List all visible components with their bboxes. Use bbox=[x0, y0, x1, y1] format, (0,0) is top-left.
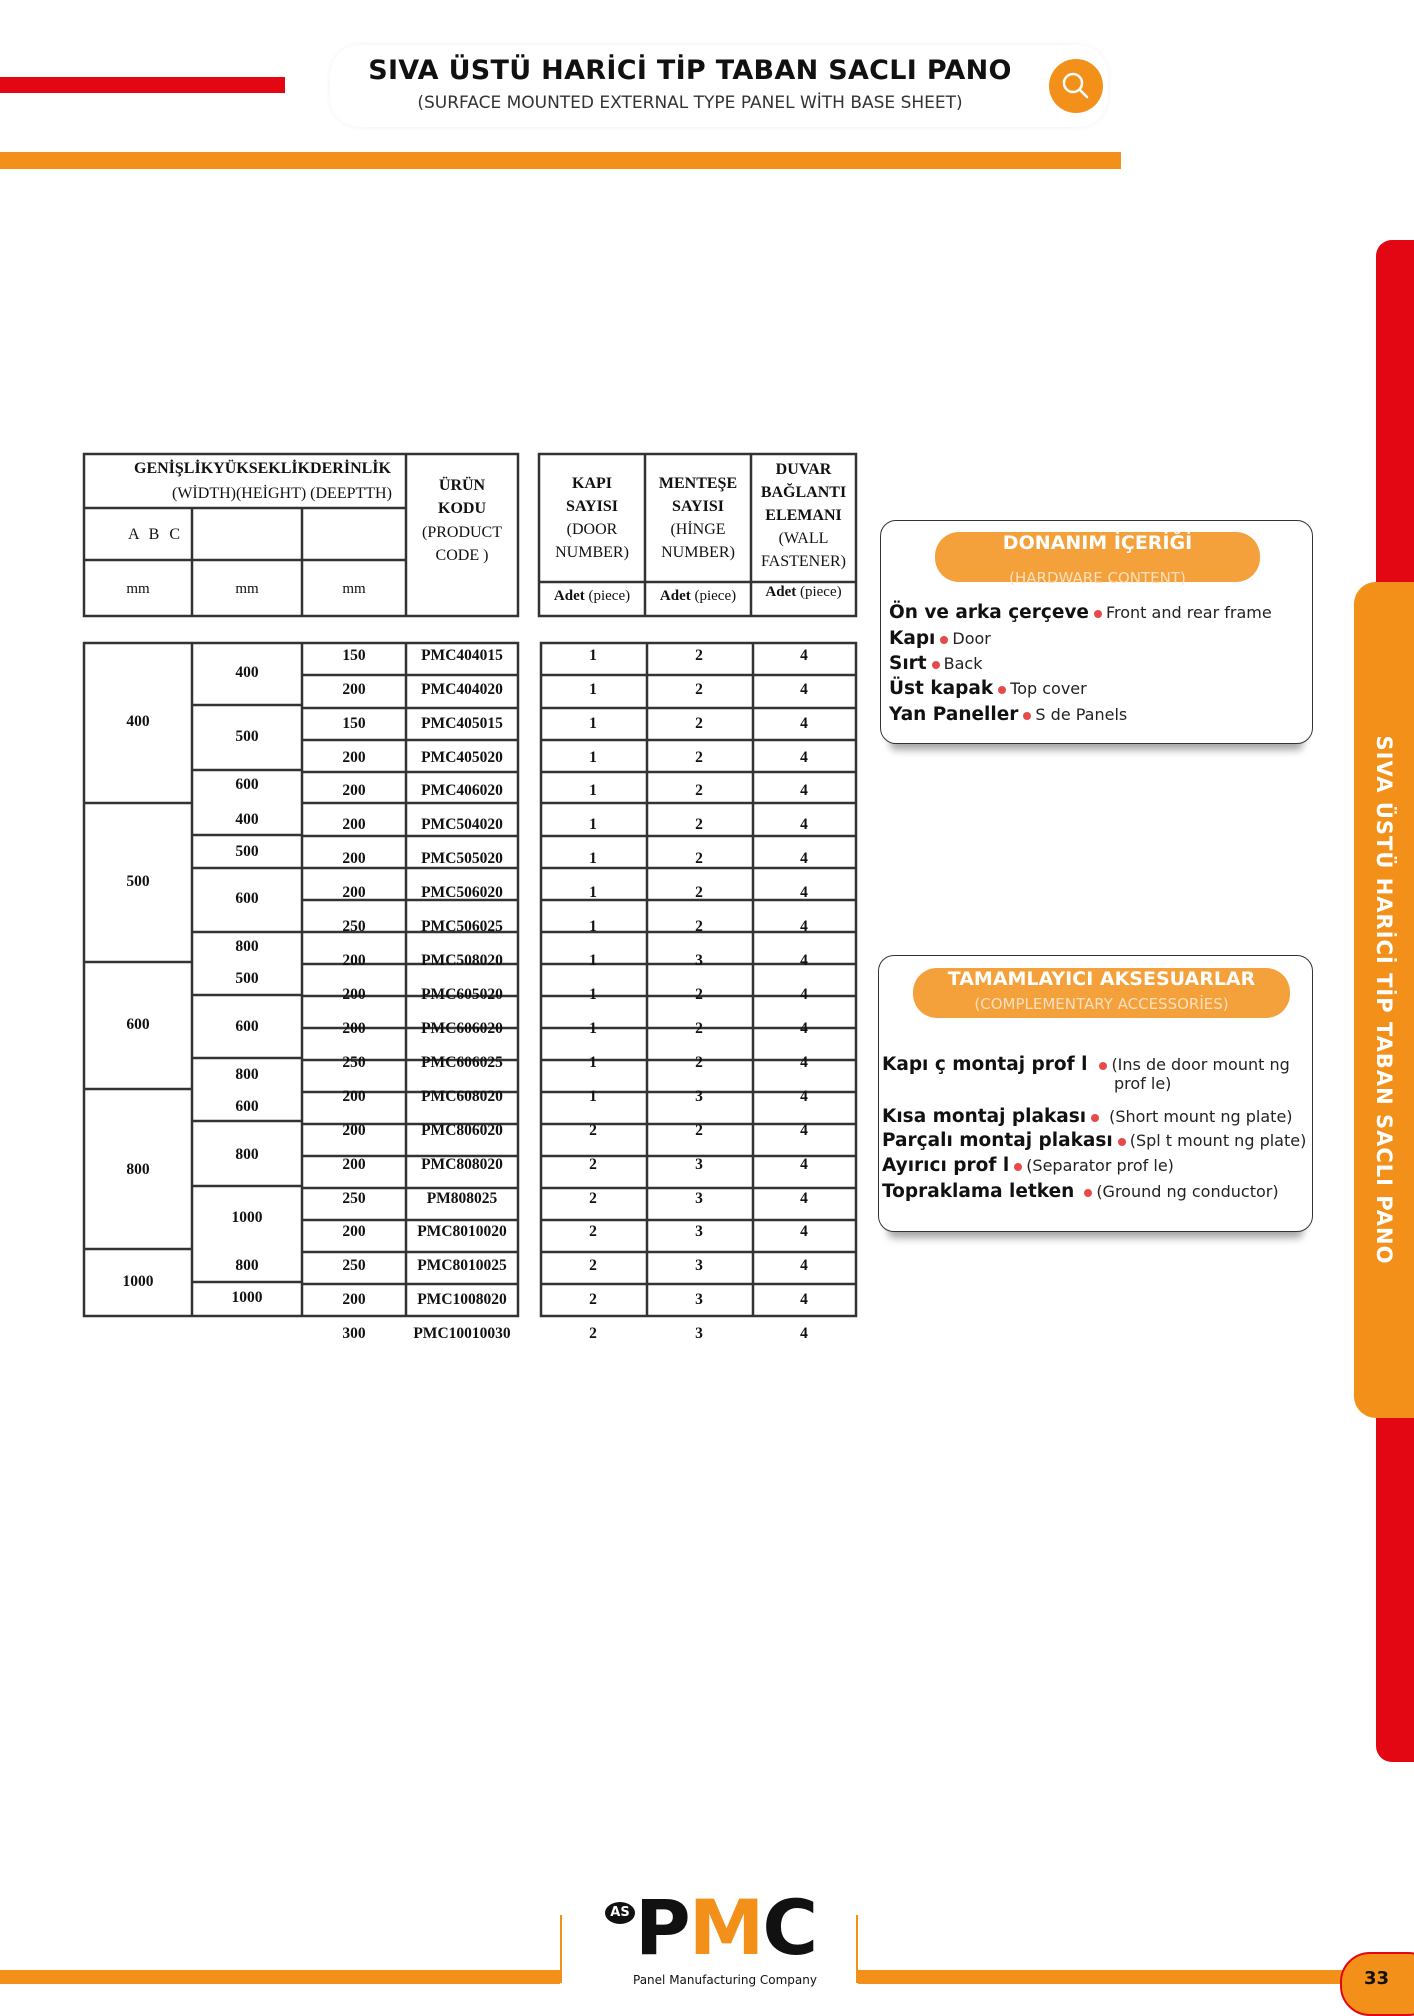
hinge-cell: 2 bbox=[695, 850, 703, 867]
code-cell: PMC808020 bbox=[421, 1156, 503, 1173]
hinge-cell: 2 bbox=[695, 782, 703, 799]
hinge-cell: 3 bbox=[695, 1223, 703, 1240]
width-cell: 400 bbox=[126, 713, 150, 730]
hinge-unit: Adet (piece) bbox=[659, 588, 737, 604]
hinge-cell: 2 bbox=[695, 1054, 703, 1071]
qty-table-frame bbox=[541, 643, 856, 1316]
hinge-cell: 2 bbox=[695, 681, 703, 698]
code-cell: PMC806020 bbox=[421, 1122, 503, 1139]
company-tagline: Panel Manufacturing Company bbox=[633, 1973, 817, 1987]
door-cell: 1 bbox=[589, 918, 597, 935]
accessory-item: Parçalı montaj plakası (Spl t mount ng plate) bbox=[882, 1130, 1307, 1151]
door-cell: 1 bbox=[589, 715, 597, 732]
wall-cell: 4 bbox=[800, 749, 808, 766]
height-cell: 600 bbox=[235, 776, 259, 793]
hinge-cell: 3 bbox=[695, 952, 703, 969]
height-cell: 800 bbox=[235, 938, 259, 955]
wall-cell: 4 bbox=[800, 1020, 808, 1037]
accessory-item: Topraklama letken (Ground ng conductor) bbox=[882, 1181, 1279, 1202]
door-header-4: NUMBER) bbox=[555, 544, 629, 561]
door-cell: 1 bbox=[589, 986, 597, 1003]
width-cell: 800 bbox=[126, 1161, 150, 1178]
abc-label: A B C bbox=[128, 526, 181, 543]
door-header-1: KAPI bbox=[572, 475, 612, 492]
depth-cell: 150 bbox=[342, 647, 366, 664]
height-cell: 500 bbox=[235, 970, 259, 987]
door-cell: 1 bbox=[589, 1088, 597, 1105]
height-cell: 800 bbox=[235, 1257, 259, 1274]
footer-divider-left bbox=[560, 1915, 562, 1983]
unit-b: mm bbox=[235, 581, 259, 597]
accessory-item: Kısa montaj plakası (Short mount ng plate) bbox=[882, 1106, 1293, 1127]
depth-cell: 200 bbox=[342, 1156, 366, 1173]
height-cell: 800 bbox=[235, 1066, 259, 1083]
hinge-cell: 3 bbox=[695, 1156, 703, 1173]
dim-header-title: GENİŞLİKYÜKSEKLİKDERİNLİK bbox=[134, 460, 391, 477]
door-cell: 1 bbox=[589, 850, 597, 867]
wall-cell: 4 bbox=[800, 1291, 808, 1308]
height-cell: 500 bbox=[235, 843, 259, 860]
hinge-cell: 3 bbox=[695, 1088, 703, 1105]
door-cell: 1 bbox=[589, 1054, 597, 1071]
side-tab-label: SIVA ÜSTÜ HARİCİ TİP TABAN SACLI PANO bbox=[1372, 735, 1396, 1265]
company-logo: PMC bbox=[635, 1883, 817, 1972]
door-cell: 1 bbox=[589, 782, 597, 799]
hinge-header-1: MENTEŞE bbox=[658, 475, 738, 492]
door-cell: 2 bbox=[589, 1257, 597, 1274]
door-header-3: (DOOR bbox=[566, 521, 618, 538]
depth-cell: 200 bbox=[342, 681, 366, 698]
accessory-item: Kapı ç montaj prof l (Ins de door mount ng bbox=[882, 1054, 1290, 1075]
height-cell: 600 bbox=[235, 890, 259, 907]
door-cell: 1 bbox=[589, 647, 597, 664]
page-title: SIVA ÜSTÜ HARİCİ TİP TABAN SACLI PANO bbox=[368, 55, 1012, 86]
code-cell: PMC406020 bbox=[421, 782, 503, 799]
width-cell: 500 bbox=[126, 873, 150, 890]
code-cell: PMC605020 bbox=[421, 986, 503, 1003]
unit-a: mm bbox=[126, 581, 150, 597]
code-cell: PMC404015 bbox=[421, 647, 503, 664]
code-cell: PMC405020 bbox=[421, 749, 503, 766]
hinge-cell: 2 bbox=[695, 1122, 703, 1139]
wall-cell: 4 bbox=[800, 1223, 808, 1240]
door-cell: 2 bbox=[589, 1156, 597, 1173]
depth-cell: 200 bbox=[342, 850, 366, 867]
depth-cell: 200 bbox=[342, 1223, 366, 1240]
code-cell: PMC508020 bbox=[421, 952, 503, 969]
width-cell: 1000 bbox=[122, 1273, 154, 1290]
accessories-subtitle: (COMPLEMENTARY ACCESSORİES) bbox=[974, 995, 1229, 1013]
footer-divider-right bbox=[856, 1915, 858, 1983]
wall-cell: 4 bbox=[800, 681, 808, 698]
code-header-4: CODE ) bbox=[435, 547, 489, 564]
door-unit: Adet (piece) bbox=[553, 588, 631, 604]
code-cell: PMC606020 bbox=[421, 1020, 503, 1037]
code-cell: PMC505020 bbox=[421, 850, 503, 867]
depth-cell: 200 bbox=[342, 884, 366, 901]
hinge-header-4: NUMBER) bbox=[661, 544, 735, 561]
hardware-subtitle: (HARDWARE CONTENT) bbox=[1009, 569, 1186, 587]
hinge-cell: 2 bbox=[695, 884, 703, 901]
code-cell: PM808025 bbox=[426, 1190, 498, 1207]
height-cell: 400 bbox=[235, 664, 259, 681]
code-cell: PMC506025 bbox=[421, 918, 503, 935]
hinge-cell: 3 bbox=[695, 1257, 703, 1274]
depth-cell: 200 bbox=[342, 1088, 366, 1105]
hinge-cell: 2 bbox=[695, 749, 703, 766]
code-cell: PMC608020 bbox=[421, 1088, 503, 1105]
depth-cell: 200 bbox=[342, 986, 366, 1003]
wall-cell: 4 bbox=[800, 918, 808, 935]
code-cell: PMC506020 bbox=[421, 884, 503, 901]
code-cell: PMC10010030 bbox=[413, 1325, 511, 1342]
door-cell: 1 bbox=[589, 1020, 597, 1037]
dim-header-subtitle: (WİDTH)(HEİGHT) (DEEPTTH) bbox=[172, 485, 392, 502]
hinge-cell: 2 bbox=[695, 986, 703, 1003]
hardware-item: Üst kapak Top cover bbox=[889, 678, 1087, 699]
width-cell: 600 bbox=[126, 1016, 150, 1033]
unit-c: mm bbox=[342, 581, 366, 597]
footer-line-left bbox=[0, 1970, 560, 1984]
height-cell: 500 bbox=[235, 728, 259, 745]
code-cell: PMC504020 bbox=[421, 816, 503, 833]
depth-cell: 200 bbox=[342, 782, 366, 799]
page-number: 33 bbox=[1364, 1968, 1390, 1989]
hardware-item: Ön ve arka çerçeve Front and rear frame bbox=[889, 602, 1272, 623]
height-cell: 600 bbox=[235, 1098, 259, 1115]
depth-cell: 250 bbox=[342, 1190, 366, 1207]
door-header-2: SAYISI bbox=[566, 498, 618, 515]
hardware-item: Kapı Door bbox=[889, 628, 991, 649]
door-cell: 2 bbox=[589, 1122, 597, 1139]
wall-cell: 4 bbox=[800, 1257, 808, 1274]
code-header-2: KODU bbox=[438, 500, 486, 517]
door-cell: 1 bbox=[589, 816, 597, 833]
code-cell: PMC606025 bbox=[421, 1054, 503, 1071]
hinge-cell: 3 bbox=[695, 1291, 703, 1308]
hardware-item: Yan Paneller S de Panels bbox=[889, 704, 1128, 725]
wall-cell: 4 bbox=[800, 1190, 808, 1207]
depth-cell: 200 bbox=[342, 816, 366, 833]
hinge-cell: 3 bbox=[695, 1325, 703, 1342]
wall-cell: 4 bbox=[800, 647, 808, 664]
wall-cell: 4 bbox=[800, 1088, 808, 1105]
hinge-header-2: SAYISI bbox=[672, 498, 724, 515]
wall-cell: 4 bbox=[800, 850, 808, 867]
depth-cell: 200 bbox=[342, 952, 366, 969]
depth-cell: 200 bbox=[342, 1020, 366, 1037]
hinge-cell: 2 bbox=[695, 647, 703, 664]
wall-header-4: (WALL bbox=[778, 530, 829, 547]
wall-unit: Adet (piece) bbox=[765, 584, 842, 600]
code-cell: PMC8010025 bbox=[417, 1257, 507, 1274]
door-cell: 1 bbox=[589, 681, 597, 698]
depth-cell: 250 bbox=[342, 918, 366, 935]
footer-line-right bbox=[858, 1970, 1414, 1984]
depth-cell: 300 bbox=[342, 1325, 366, 1342]
code-header-1: ÜRÜN bbox=[438, 477, 486, 494]
wall-header-2: BAĞLANTI bbox=[760, 484, 847, 501]
wall-cell: 4 bbox=[800, 1122, 808, 1139]
accessories-title: TAMAMLAYICI AKSESUARLAR bbox=[947, 968, 1256, 990]
wall-cell: 4 bbox=[800, 1156, 808, 1173]
code-cell: PMC405015 bbox=[421, 715, 503, 732]
hinge-cell: 3 bbox=[695, 1190, 703, 1207]
height-cell: 1000 bbox=[231, 1289, 263, 1306]
depth-cell: 200 bbox=[342, 1291, 366, 1308]
depth-cell: 150 bbox=[342, 715, 366, 732]
height-cell: 400 bbox=[235, 811, 259, 828]
door-cell: 1 bbox=[589, 952, 597, 969]
hinge-header-3: (HİNGE bbox=[670, 521, 726, 538]
door-cell: 2 bbox=[589, 1223, 597, 1240]
accessory-item: Ayırıcı prof l (Separator prof le) bbox=[882, 1155, 1174, 1176]
wall-cell: 4 bbox=[800, 986, 808, 1003]
wall-cell: 4 bbox=[800, 782, 808, 799]
hardware-title: DONANIM İÇERİĞİ bbox=[1002, 532, 1193, 554]
hardware-item: Sırt Back bbox=[889, 653, 983, 674]
door-cell: 1 bbox=[589, 749, 597, 766]
hinge-cell: 2 bbox=[695, 918, 703, 935]
wall-header-5: FASTENER) bbox=[760, 553, 847, 570]
height-cell: 1000 bbox=[231, 1209, 263, 1226]
code-cell: PMC1008020 bbox=[417, 1291, 507, 1308]
hinge-cell: 2 bbox=[695, 1020, 703, 1037]
wall-cell: 4 bbox=[800, 715, 808, 732]
hinge-cell: 2 bbox=[695, 816, 703, 833]
height-cell: 600 bbox=[235, 1018, 259, 1035]
hinge-cell: 2 bbox=[695, 715, 703, 732]
depth-cell: 200 bbox=[342, 749, 366, 766]
accessory-item-cont: prof le) bbox=[1114, 1074, 1172, 1093]
door-cell: 2 bbox=[589, 1190, 597, 1207]
code-cell: PMC8010020 bbox=[417, 1223, 507, 1240]
wall-header-3: ELEMANI bbox=[765, 507, 842, 524]
code-header-3: (PRODUCT bbox=[421, 524, 502, 541]
door-cell: 1 bbox=[589, 884, 597, 901]
door-cell: 2 bbox=[589, 1291, 597, 1308]
height-cell: 800 bbox=[235, 1146, 259, 1163]
logo-badge: AS bbox=[605, 1902, 635, 1924]
page-subtitle: (SURFACE MOUNTED EXTERNAL TYPE PANEL WİTH BASE SHEET) bbox=[417, 93, 963, 113]
wall-cell: 4 bbox=[800, 884, 808, 901]
wall-cell: 4 bbox=[800, 1325, 808, 1342]
depth-cell: 200 bbox=[342, 1122, 366, 1139]
wall-cell: 4 bbox=[800, 1054, 808, 1071]
wall-header-1: DUVAR bbox=[775, 461, 832, 478]
depth-cell: 250 bbox=[342, 1257, 366, 1274]
wall-cell: 4 bbox=[800, 952, 808, 969]
wall-cell: 4 bbox=[800, 816, 808, 833]
depth-cell: 250 bbox=[342, 1054, 366, 1071]
code-cell: PMC404020 bbox=[421, 681, 503, 698]
door-cell: 2 bbox=[589, 1325, 597, 1342]
